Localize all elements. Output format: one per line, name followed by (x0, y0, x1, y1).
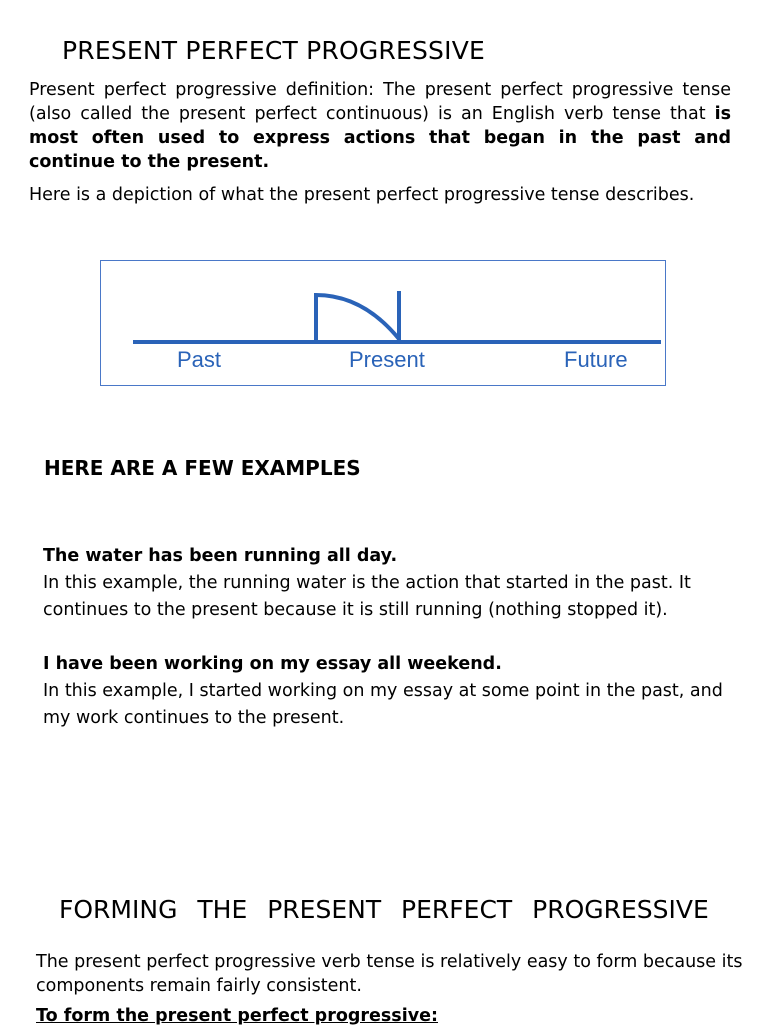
timeline-label-present: Present (349, 347, 425, 372)
timeline-label-past: Past (177, 347, 222, 372)
example-explanation: In this example, the running water is the action that started in the past. It continues to the present because it is still running (nothing stopped it). (43, 573, 691, 620)
definition-paragraph (29, 78, 731, 174)
page-title: PRESENT PERFECT PROGRESSIVE (62, 36, 485, 65)
example-explanation: In this example, I started working on my essay at some point in the past, and my work continues to the present. (43, 681, 723, 728)
forming-heading: FORMING THE PRESENT PERFECT PROGRESSIVE (59, 895, 709, 924)
depiction-text: Here is a depiction of what the present perfect progressive tense describes. (29, 185, 695, 205)
example-block (43, 543, 733, 624)
forming-instruction: To form the present perfect progressive: (36, 1006, 438, 1026)
timeline-label-future: Future (564, 347, 628, 372)
progress-arc (316, 295, 399, 342)
example-block (43, 651, 733, 732)
definition-text: Present perfect progressive definition: The present perfect progressive tense (also called the present perfect continuous) is an English verb tense that (29, 80, 731, 124)
forming-paragraph: The present perfect progressive verb tense is relatively easy to form because its components remain fairly consistent. (36, 952, 743, 996)
timeline-figure (100, 260, 666, 386)
example-sentence: The water has been running all day. (43, 546, 398, 566)
examples-heading: HERE ARE A FEW EXAMPLES (44, 456, 361, 480)
example-sentence: I have been working on my essay all weekend. (43, 654, 502, 674)
definition-emphasis: is most often used to express actions that began in the past and continue to the present. (29, 104, 731, 172)
